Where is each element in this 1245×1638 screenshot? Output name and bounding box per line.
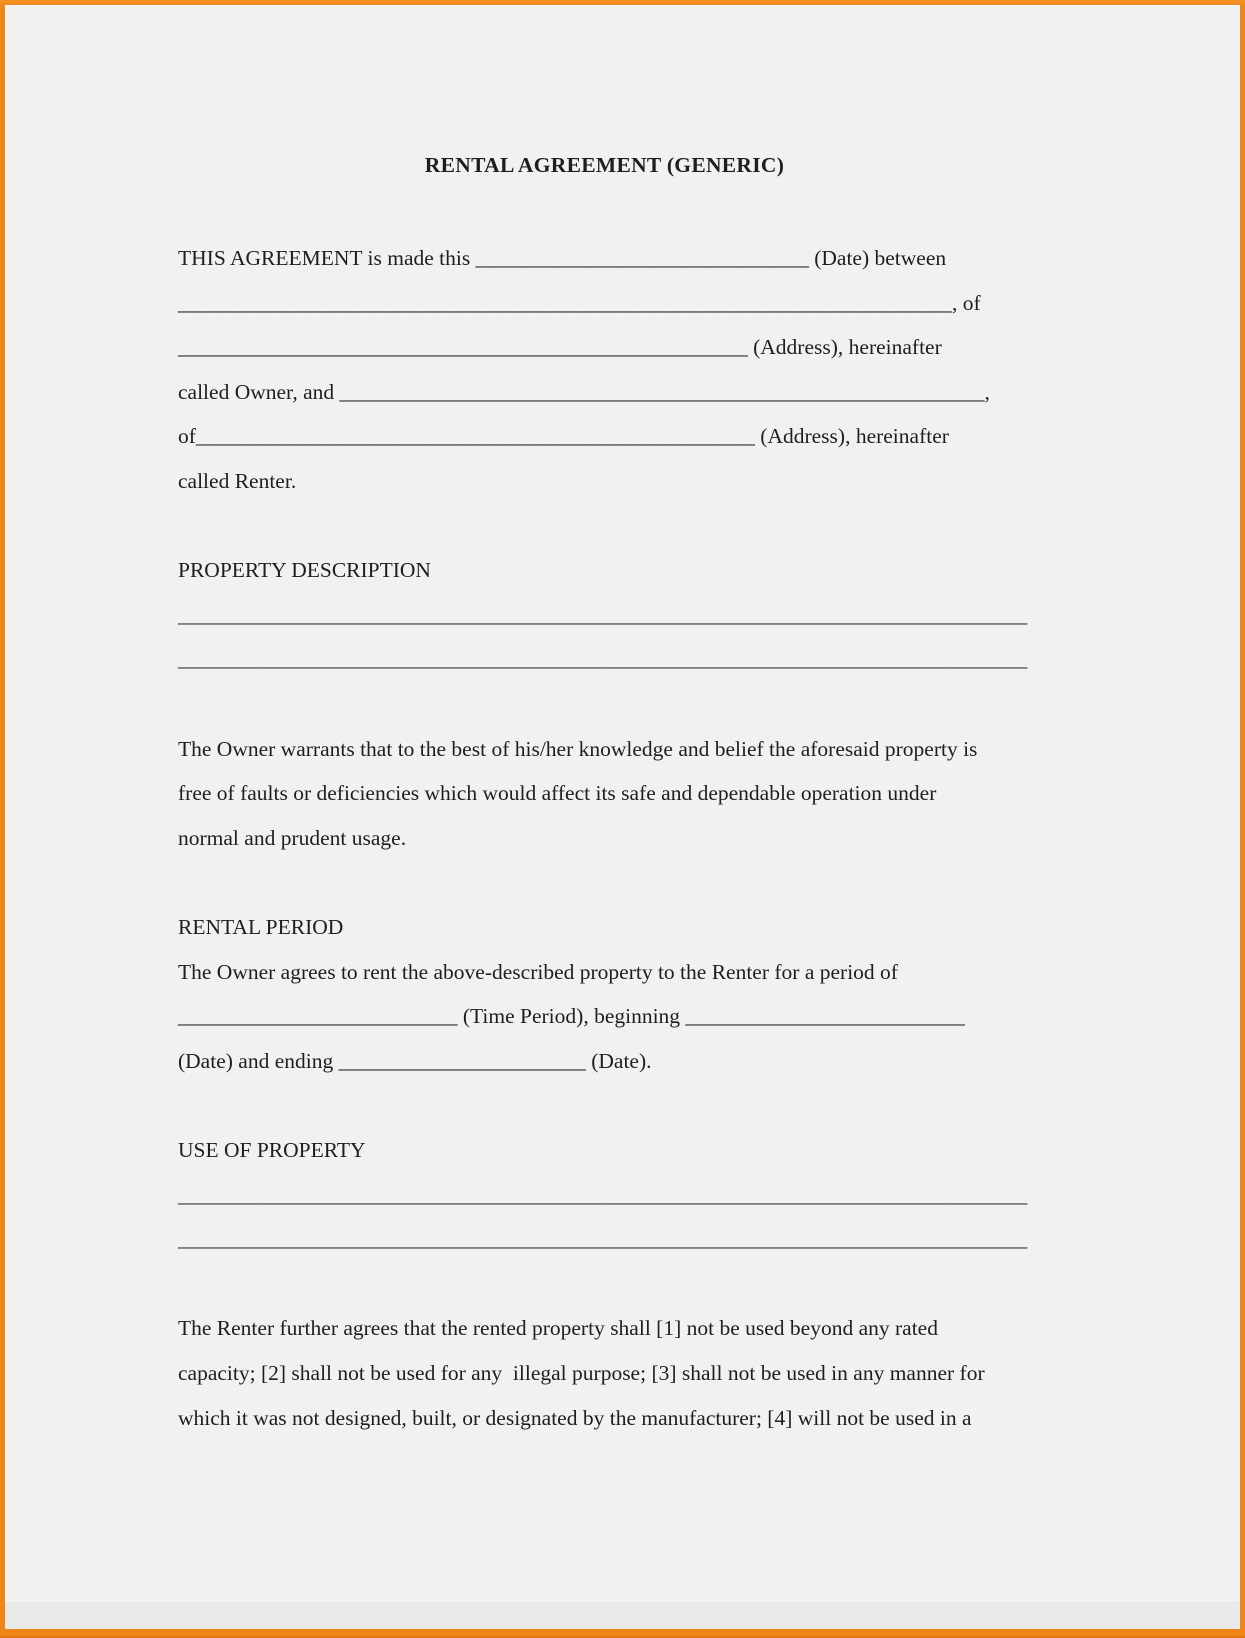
document-page xyxy=(5,5,1240,1629)
use-of-property-blank-2: _______________________________________________________________________________ xyxy=(178,1227,1028,1251)
renter-obligations-line-2: capacity; [2] shall not be used for any illegal purpose; [3] shall not be used in any manner for xyxy=(178,1361,985,1385)
intro-line-renter-name: called Owner, and ____________________________________________________________, xyxy=(178,380,990,404)
property-description-blank-2: _______________________________________________________________________________ xyxy=(178,647,1028,671)
rental-period-line-3: (Date) and ending _______________________ (Date). xyxy=(178,1049,652,1073)
property-description-blank-1: _______________________________________________________________________________ xyxy=(178,603,1028,627)
rental-period-line-1: The Owner agrees to rent the above-described property to the Renter for a period of xyxy=(178,960,898,984)
use-of-property-heading: USE OF PROPERTY xyxy=(178,1138,366,1162)
renter-obligations-line-1: The Renter further agrees that the rented property shall [1] not be used beyond any rated xyxy=(178,1316,938,1340)
intro-line-owner-name: ________________________________________________________________________, of xyxy=(178,291,981,315)
page-bottom-shadow xyxy=(5,1602,1240,1629)
rental-period-heading: RENTAL PERIOD xyxy=(178,915,344,939)
renter-obligations-line-3: which it was not designed, built, or designated by the manufacturer; [4] will not be used in a xyxy=(178,1406,972,1430)
intro-line-called-renter: called Renter. xyxy=(178,469,297,493)
rental-period-line-2: __________________________ (Time Period), beginning __________________________ xyxy=(178,1004,965,1028)
warranty-line-2: free of faults or deficiencies which would affect its safe and dependable operation under xyxy=(178,781,937,805)
intro-line-date: THIS AGREEMENT is made this _______________________________ (Date) between xyxy=(178,246,947,270)
property-description-heading: PROPERTY DESCRIPTION xyxy=(178,558,431,582)
warranty-line-3: normal and prudent usage. xyxy=(178,826,407,850)
document-title: RENTAL AGREEMENT (GENERIC) xyxy=(424,153,785,177)
warranty-line-1: The Owner warrants that to the best of his/her knowledge and belief the aforesaid property is xyxy=(178,737,978,761)
use-of-property-blank-1: _______________________________________________________________________________ xyxy=(178,1183,1028,1207)
intro-line-renter-address: of____________________________________________________ (Address), hereinafter xyxy=(178,424,949,448)
intro-line-owner-address: _____________________________________________________ (Address), hereinafter xyxy=(178,335,942,359)
